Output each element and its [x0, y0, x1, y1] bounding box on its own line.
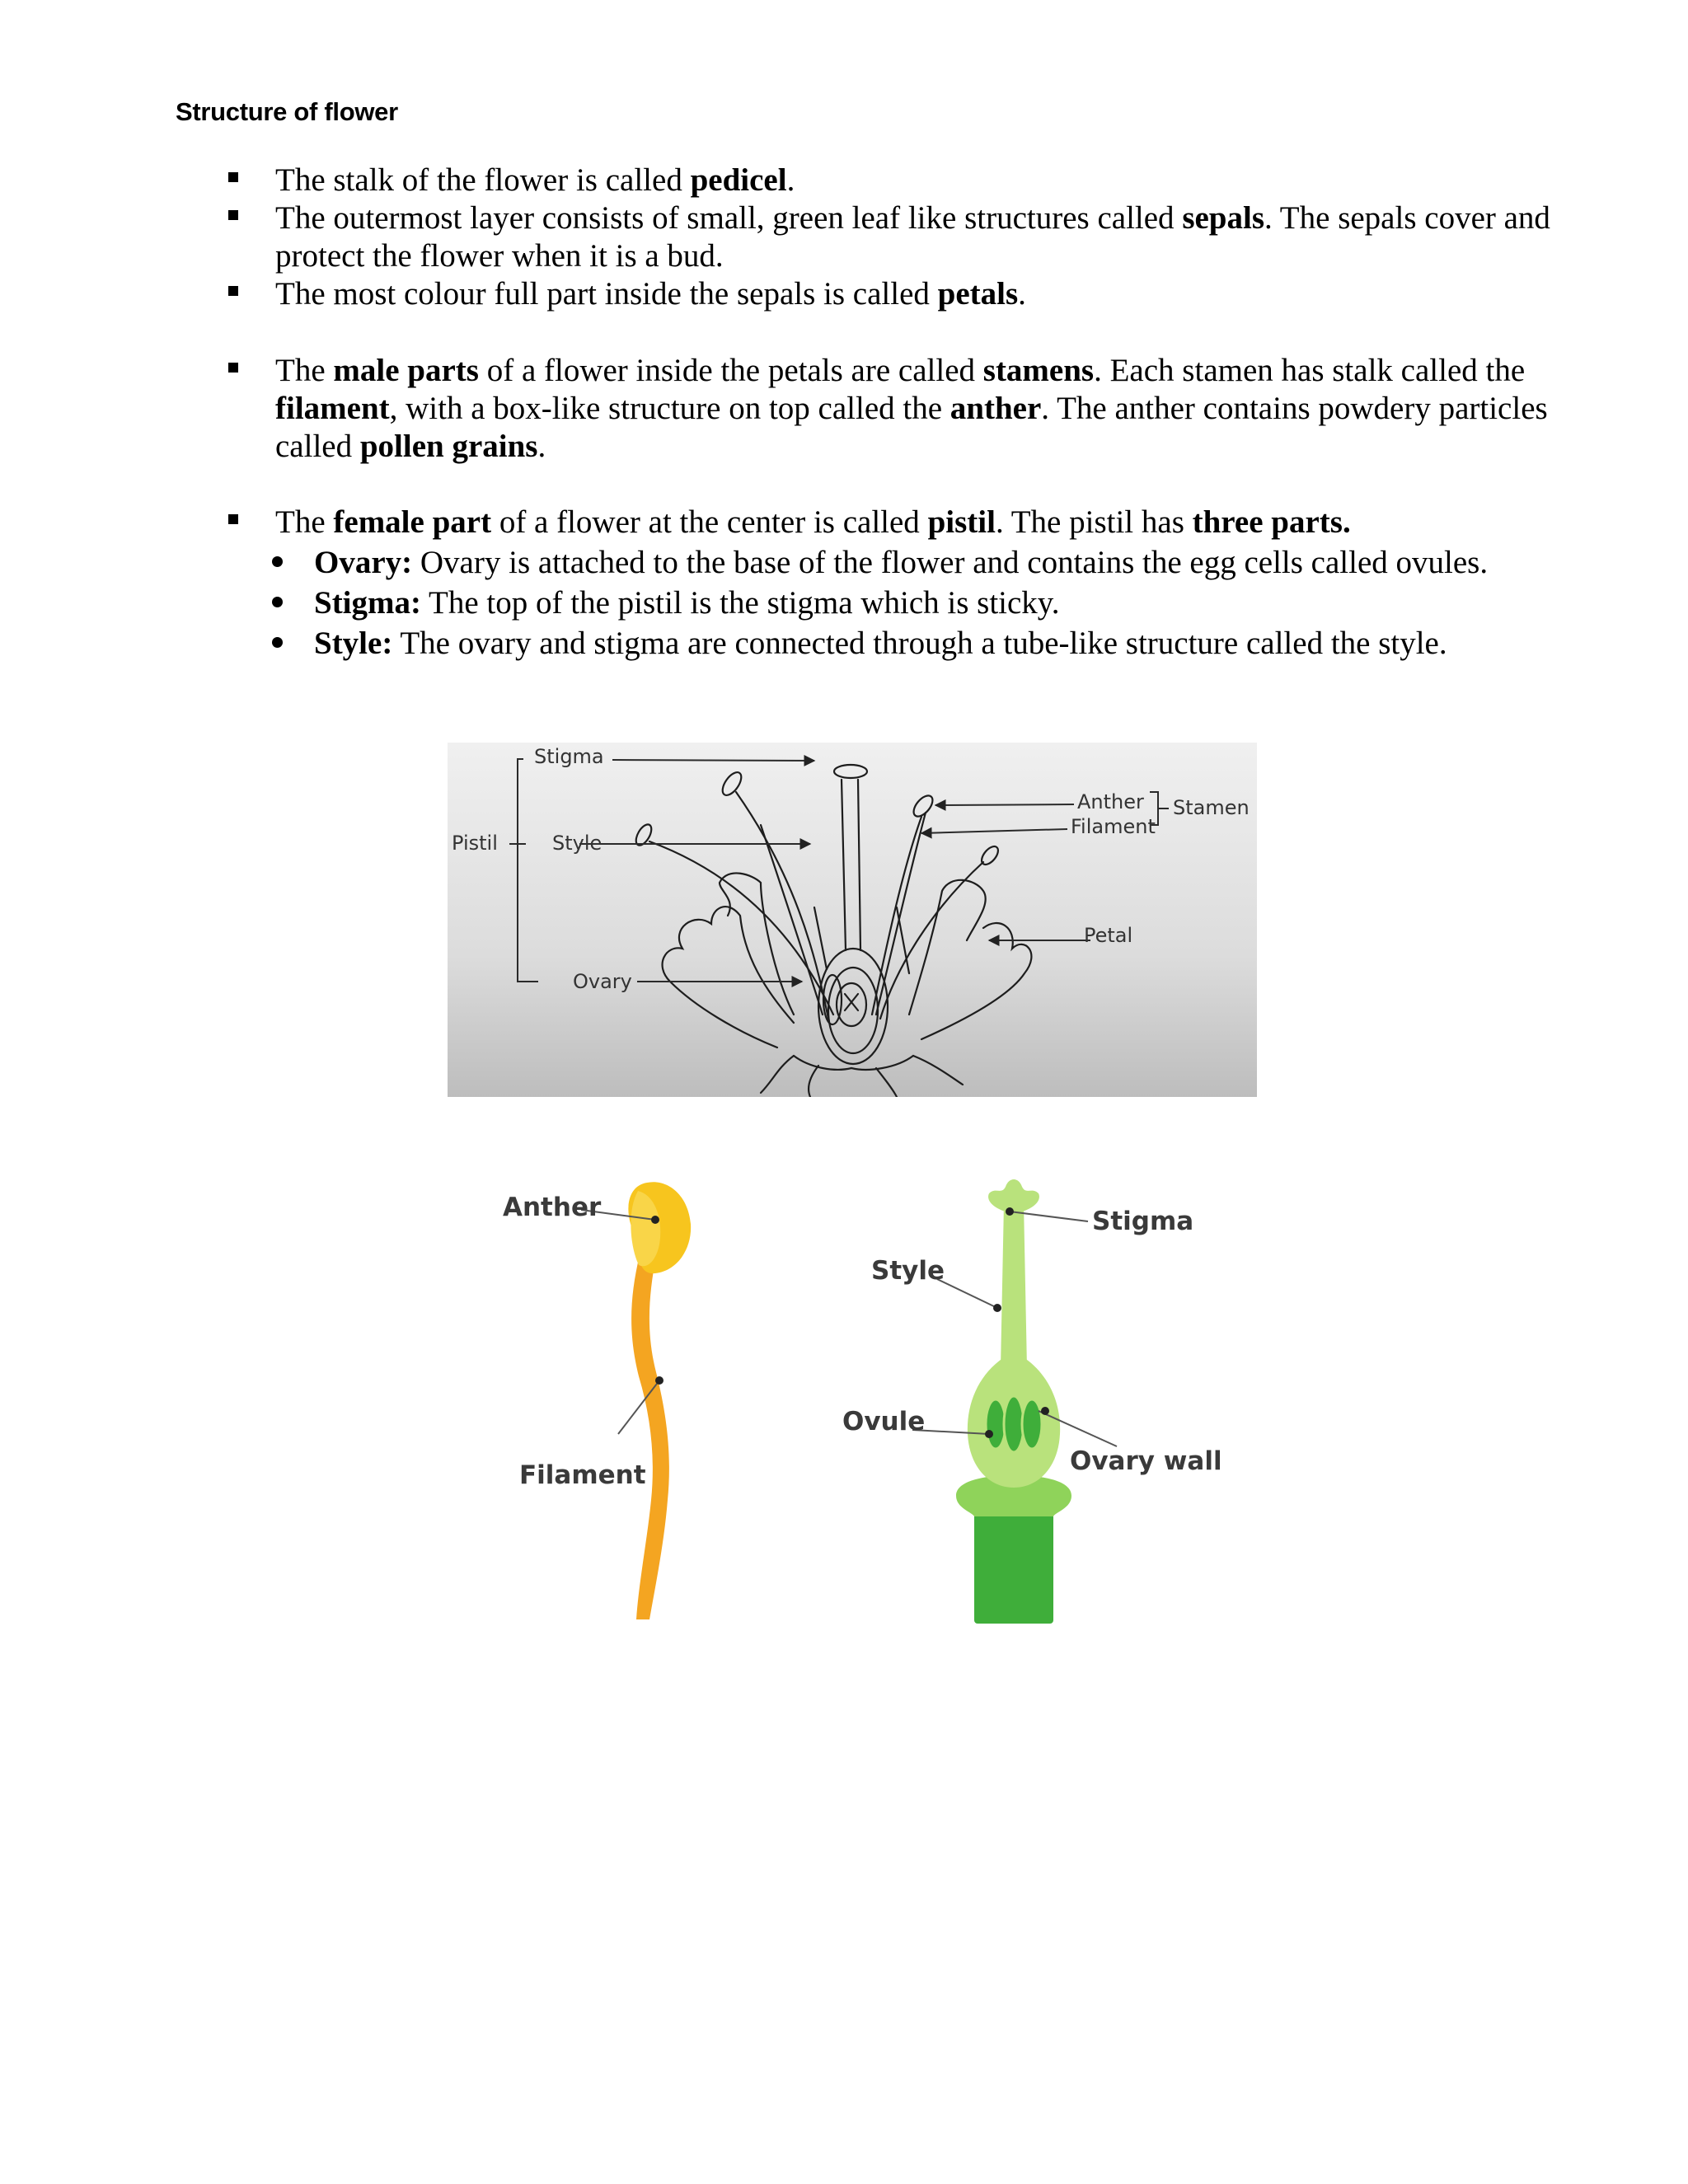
square-bullet-icon [228, 210, 238, 220]
stamen-pistil-diagram [462, 1162, 1269, 1632]
label-stigma: Stigma [534, 745, 604, 768]
round-bullet-icon [272, 556, 283, 567]
bold-term: Stigma: [314, 585, 421, 621]
label-ovary: Ovary [573, 970, 632, 993]
ovules [986, 1396, 1042, 1452]
square-bullet-icon [228, 172, 238, 182]
pistil-illustration [956, 1179, 1071, 1624]
stigma-shape [988, 1179, 1039, 1213]
bold-term: pollen grains [359, 429, 538, 464]
square-bullet-icon [228, 286, 238, 296]
bold-term: filament [275, 391, 390, 426]
bold-term: Ovary: [314, 545, 413, 580]
square-bullet-icon [228, 363, 238, 373]
pistil-base-shape [974, 1500, 1053, 1624]
bold-term: female part [333, 504, 492, 540]
style-shape [1001, 1203, 1027, 1368]
sub-bullet-text: Ovary: Ovary is attached to the base of the flower and contains the egg cells called ovules. [314, 545, 1489, 580]
label-filament: Filament [519, 1460, 646, 1490]
label-petal: Petal [1084, 924, 1133, 947]
bullet-text: The male parts of a flower inside the petals are called stamens. Each stamen has stalk called the filament, with a box-like structure on top called the anther. The anther contains powdery particles called pollen grains. [275, 353, 1548, 464]
label-pistil: Pistil [452, 832, 498, 855]
round-bullet-icon [272, 597, 283, 607]
bold-term: male parts [333, 353, 479, 388]
bold-term: pistil [927, 504, 996, 540]
flower-diagram [448, 743, 1257, 1097]
bullet-text: The most colour full part inside the sepals is called petals. [275, 276, 1026, 312]
label-stigma: Stigma [1092, 1207, 1194, 1236]
label-style: Style [871, 1256, 945, 1286]
bold-term: anther [950, 391, 1042, 426]
bullet-text: The stalk of the flower is called pedicel. [275, 162, 795, 198]
filament-shape [631, 1236, 669, 1619]
label-ovule: Ovule [842, 1407, 926, 1436]
bold-term: pedicel [690, 162, 787, 198]
bold-term: sepals [1182, 200, 1265, 236]
bold-term: Style: [314, 626, 393, 661]
page-title: Structure of flower [176, 97, 398, 126]
label-stamen: Stamen [1173, 796, 1250, 819]
bullet-text: The outermost layer consists of small, green leaf like structures called sepals. The sepals cover and protect the flower when it is a bud. [275, 200, 1550, 274]
label-anther: Anther [503, 1193, 602, 1222]
label-filament: Filament [1071, 815, 1156, 838]
sub-bullet-text: Style: The ovary and stigma are connected through a tube-like structure called the style. [314, 626, 1447, 661]
stamen-illustration [628, 1182, 691, 1619]
bullet-text: The female part of a flower at the center is called pistil. The pistil has three parts. [275, 504, 1351, 540]
bold-term: three parts. [1192, 504, 1351, 540]
label-ovary-wall: Ovary wall [1070, 1446, 1222, 1476]
label-anther: Anther [1077, 790, 1144, 813]
round-bullet-icon [272, 637, 283, 648]
label-style: Style [552, 832, 603, 855]
square-bullet-icon [228, 514, 238, 524]
bold-term: petals [937, 276, 1019, 312]
bold-term: stamens [982, 353, 1095, 388]
sub-bullet-text: Stigma: The top of the pistil is the stigma which is sticky. [314, 585, 1060, 621]
